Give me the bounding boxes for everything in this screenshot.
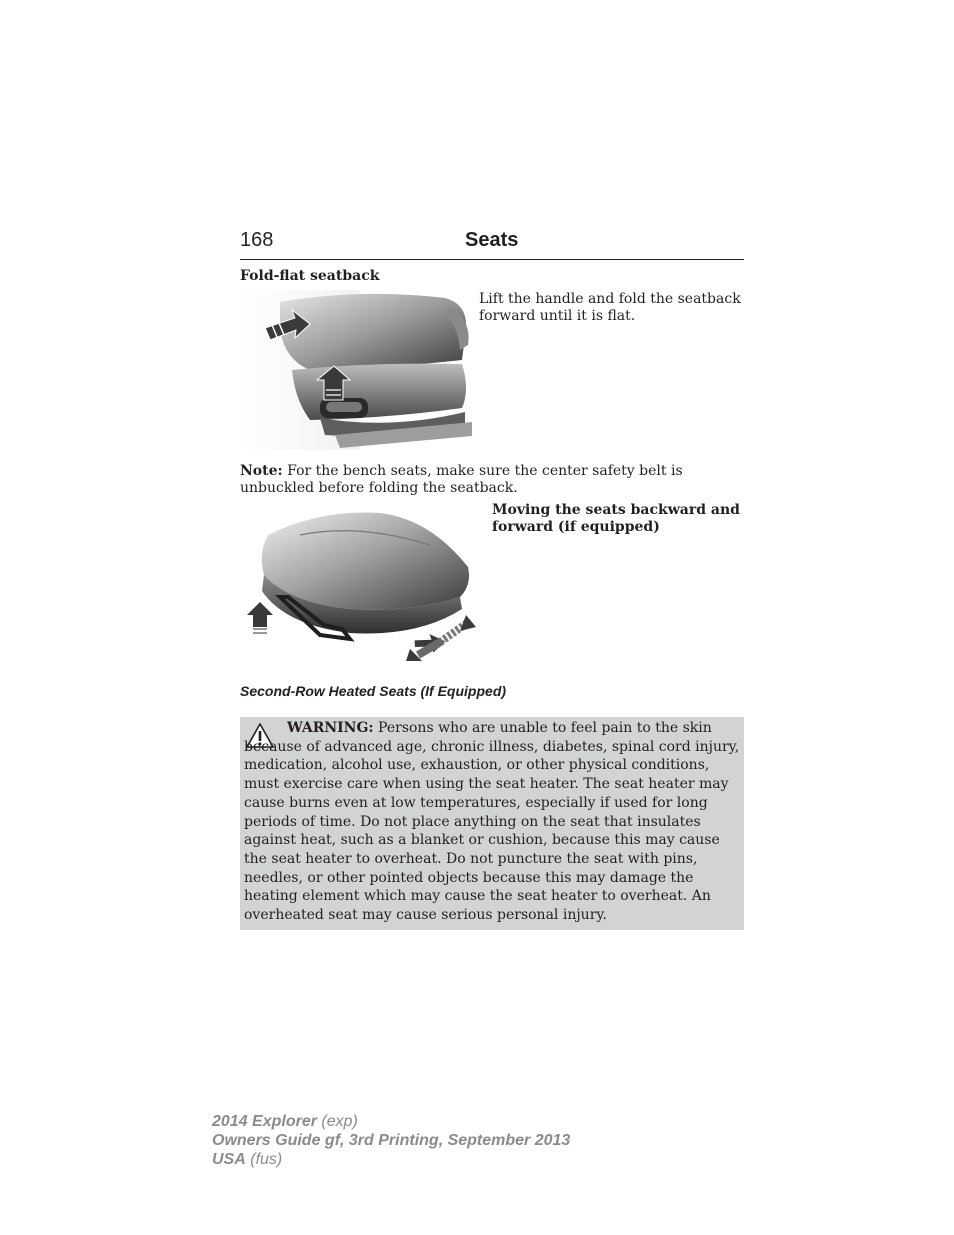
footer-line-2: Owners Guide gf, 3rd Printing, September 2013 — [212, 1132, 571, 1149]
heated-seats-heading: Second-Row Heated Seats (If Equipped) — [240, 683, 507, 699]
fold-flat-heading: Fold-flat seatback — [240, 268, 380, 284]
footer-line-3 — [212, 1150, 282, 1169]
footer-model-code: (exp) — [321, 1113, 358, 1130]
warning-text: Persons who are unable to feel pain to the skin because of advanced age, chronic illness, diabetes, spinal cord injury, medication, alcohol use, exhaustion, or other physical conditions, must exercise care when using the seat heater. The seat heater may cause burns even at low temperatures, especially if used for long periods of time. Do not place anything on the seat that insulates against heat, such as a blanket or cushion, because this may cause the seat heater to overheat. Do not puncture the seat with pins, needles, or other pointed objects because this may damage the heating element which may cause the seat heater to overheat. An overheated seat may cause serious personal injury. — [244, 720, 740, 924]
warning-paragraph — [244, 719, 740, 925]
page-title: Seats — [465, 229, 519, 251]
note-label: Note: — [240, 463, 283, 479]
footer-line-1 — [212, 1112, 358, 1131]
footer-market: USA — [212, 1151, 246, 1168]
footer-market-code: (fus) — [250, 1151, 283, 1168]
header-rule — [240, 259, 744, 260]
footer-model: 2014 Explorer — [212, 1113, 317, 1130]
fold-flat-seat-illustration — [240, 290, 472, 450]
note-paragraph — [240, 463, 710, 497]
moving-seats-heading: Moving the seats backward and forward (if equipped) — [492, 502, 740, 535]
fold-flat-instruction: Lift the handle and fold the seatback forward until it is flat. — [479, 291, 741, 324]
note-text: For the bench seats, make sure the center safety belt is unbuckled before folding the seatback. — [240, 463, 683, 496]
sliding-seat-illustration — [240, 505, 480, 662]
warning-label: WARNING: — [287, 720, 374, 736]
page-number: 168 — [240, 229, 274, 251]
